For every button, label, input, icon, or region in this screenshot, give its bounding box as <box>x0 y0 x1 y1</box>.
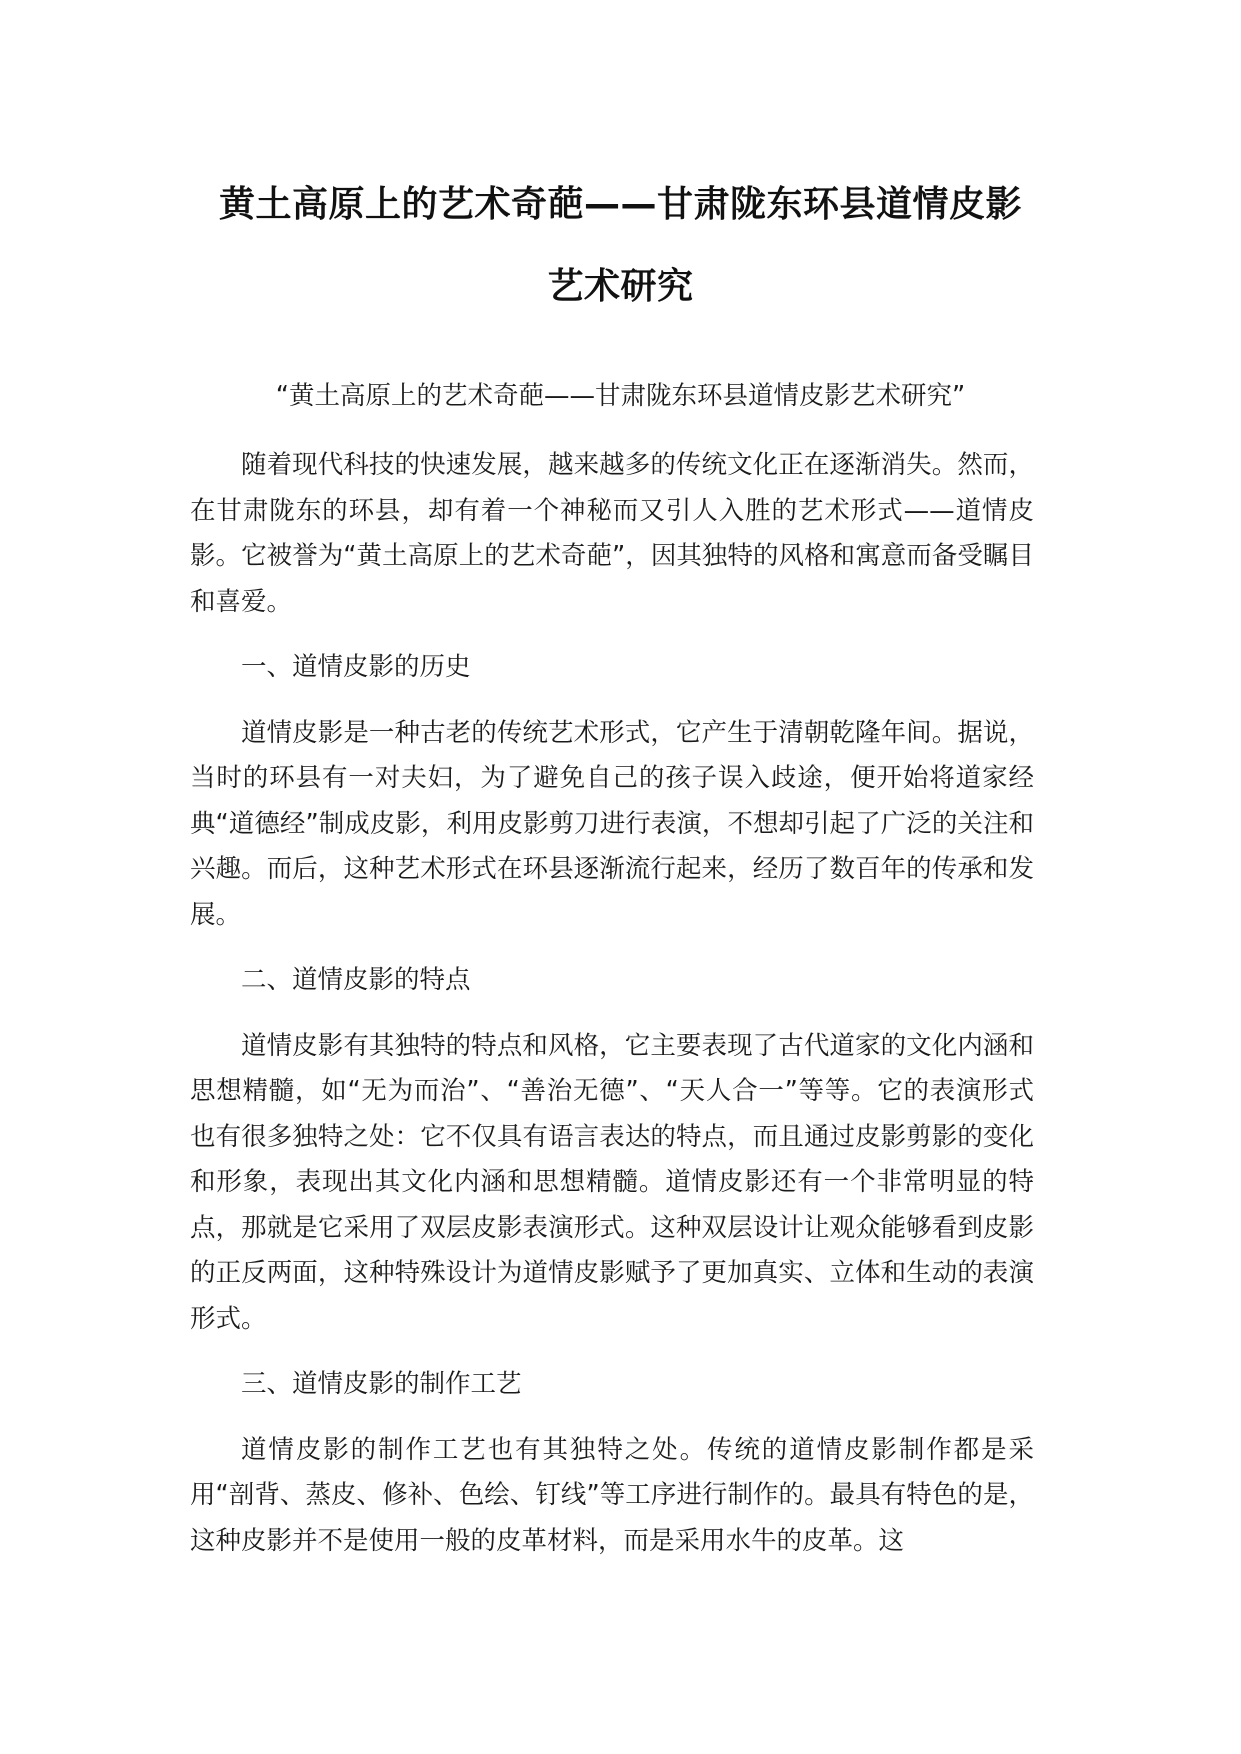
section-heading-features: 二、道情皮影的特点 <box>241 965 471 995</box>
section-heading-history: 一、道情皮影的历史 <box>241 652 471 682</box>
document-title-line2: 艺术研究 <box>547 266 694 307</box>
section-paragraph-craft: 道情皮影的制作工艺也有其独特之处。传统的道情皮影制作都是采用“剖背、蒸皮、修补、色绘、钉线”等工序进行制作的。最具有特色的是，这种皮影并不是使用一般的皮革材料，而是采用水牛的皮革。这 <box>190 1434 1034 1556</box>
section-paragraph-history: 道情皮影是一种古老的传统艺术形式，它产生于清朝乾隆年间。据说，当时的环县有一对夫妇，为了避免自己的孩子误入歧途，便开始将道家经典“道德经”制成皮影，利用皮影剪刀进行表演，不想却引起了广泛的关注和兴趣。而后，这种艺术形式在环县逐渐流行起来，经历了数百年的传承和发展。 <box>190 717 1034 930</box>
document-subtitle: “黄土高原上的艺术奇葩——甘肃陇东环县道情皮影艺术研究” <box>275 381 966 411</box>
document-body <box>190 443 1034 1584</box>
section-heading-craft: 三、道情皮影的制作工艺 <box>241 1369 522 1399</box>
intro-paragraph: 随着现代科技的快速发展，越来越多的传统文化正在逐渐消失。然而，在甘肃陇东的环县，却有着一个神秘而又引人入胜的艺术形式——道情皮影。它被誉为“黄土高原上的艺术奇葩”，因其独特的风格和寓意而备受瞩目和喜爱。 <box>190 450 1034 617</box>
section-paragraph-features: 道情皮影有其独特的特点和风格，它主要表现了古代道家的文化内涵和思想精髓，如“无为而治”、“善治无德”、“天人合一”等等。它的表演形式也有很多独特之处：它不仅具有语言表达的特点，而且通过皮影剪影的变化和形象，表现出其文化内涵和思想精髓。道情皮影还有一个非常明显的特点，那就是它采用了双层皮影表演形式。这种双层设计让观众能够看到皮影的正反两面，这种特殊设计为道情皮影赋予了更加真实、立体和生动的表演形式。 <box>190 1030 1034 1334</box>
document-title-line1: 黄土高原上的艺术奇葩——甘肃陇东环县道情皮影 <box>218 184 1022 225</box>
